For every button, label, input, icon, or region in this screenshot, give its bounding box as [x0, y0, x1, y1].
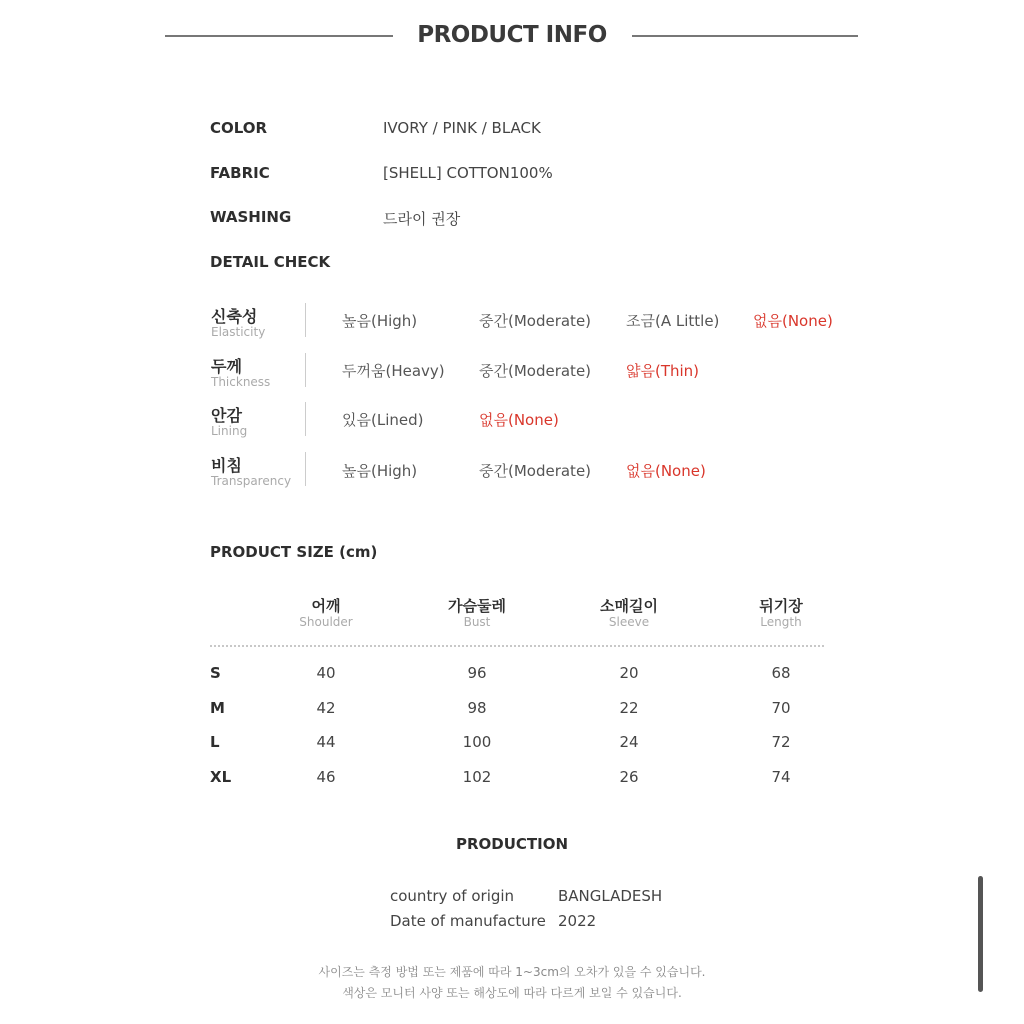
- size-notice: 사이즈는 측정 방법 또는 제품에 따라 1~3cm의 오차가 있을 수 있습니다.: [318, 965, 706, 979]
- production-value-date: 2022: [558, 912, 597, 930]
- detail-label-thickness: 두께: [211, 357, 242, 376]
- table-cell: 46: [316, 768, 336, 786]
- table-cell: 40: [316, 664, 336, 682]
- column-subheader-sleeve: Sleeve: [608, 615, 650, 629]
- size-table-title: PRODUCT SIZE (cm): [210, 543, 378, 561]
- detail-option: 높음(High): [342, 312, 418, 330]
- detail-label-elasticity: 신축성: [211, 307, 258, 326]
- detail-separator: [305, 353, 306, 387]
- spec-value-fabric: [SHELL] COTTON100%: [383, 164, 553, 182]
- table-cell: 96: [467, 664, 487, 682]
- production-key-date: Date of manufacture: [390, 912, 546, 930]
- spec-value-washing: 드라이 권장: [383, 210, 461, 228]
- size-label: S: [210, 664, 221, 682]
- detail-check-title: DETAIL CHECK: [210, 253, 331, 271]
- table-cell: 44: [316, 733, 336, 751]
- spec-label-washing: WASHING: [210, 208, 292, 226]
- table-cell: 22: [619, 699, 639, 717]
- size-label: XL: [210, 768, 232, 786]
- spec-label-fabric: FABRIC: [210, 164, 270, 182]
- table-cell: 70: [771, 699, 791, 717]
- detail-separator: [305, 402, 306, 436]
- page-title: PRODUCT INFO: [417, 22, 607, 48]
- detail-sublabel-thickness: Thickness: [211, 375, 271, 389]
- table-cell: 74: [771, 768, 791, 786]
- detail-separator: [305, 303, 306, 337]
- column-header-shoulder: 어깨: [311, 597, 341, 615]
- table-cell: 24: [619, 733, 639, 751]
- size-label: L: [210, 733, 220, 751]
- detail-sublabel-lining: Lining: [211, 424, 248, 438]
- production-key-origin: country of origin: [390, 887, 515, 905]
- column-subheader-length: Length: [760, 615, 802, 629]
- detail-option-selected: 없음(None): [626, 462, 706, 480]
- column-header-bust: 가슴둘레: [448, 597, 506, 615]
- detail-option: 높음(High): [342, 462, 418, 480]
- table-cell: 26: [619, 768, 639, 786]
- scrollbar-thumb[interactable]: [978, 876, 983, 992]
- table-cell: 72: [771, 733, 791, 751]
- table-cell: 98: [467, 699, 487, 717]
- detail-sublabel-elasticity: Elasticity: [211, 325, 266, 339]
- table-cell: 100: [462, 733, 492, 751]
- column-header-length: 뒤기장: [759, 597, 803, 615]
- size-label: M: [210, 699, 225, 717]
- spec-label-color: COLOR: [210, 119, 268, 137]
- detail-option: 중간(Moderate): [479, 462, 592, 480]
- color-notice: 색상은 모니터 사양 또는 해상도에 따라 다르게 보일 수 있습니다.: [342, 986, 682, 1000]
- detail-option: 조금(A Little): [626, 312, 720, 330]
- detail-option-selected: 없음(None): [479, 411, 559, 429]
- detail-option: 있음(Lined): [342, 411, 424, 429]
- column-subheader-shoulder: Shoulder: [299, 615, 353, 629]
- production-value-origin: BANGLADESH: [558, 887, 663, 905]
- detail-label-transparency: 비침: [211, 456, 242, 475]
- column-header-sleeve: 소매길이: [600, 597, 658, 615]
- column-subheader-bust: Bust: [463, 615, 491, 629]
- detail-option: 중간(Moderate): [479, 362, 592, 380]
- detail-label-lining: 안감: [211, 406, 242, 425]
- table-cell: 102: [462, 768, 492, 786]
- detail-option-selected: 없음(None): [753, 312, 833, 330]
- detail-option-selected: 얇음(Thin): [626, 362, 700, 380]
- detail-option: 중간(Moderate): [479, 312, 592, 330]
- detail-separator: [305, 452, 306, 486]
- spec-value-color: IVORY / PINK / BLACK: [383, 119, 541, 137]
- production-title: PRODUCTION: [455, 835, 569, 853]
- detail-sublabel-transparency: Transparency: [211, 474, 292, 488]
- detail-option: 두꺼움(Heavy): [342, 362, 445, 380]
- table-cell: 20: [619, 664, 639, 682]
- table-cell: 68: [771, 664, 791, 682]
- table-cell: 42: [316, 699, 336, 717]
- header-divider: [210, 645, 824, 647]
